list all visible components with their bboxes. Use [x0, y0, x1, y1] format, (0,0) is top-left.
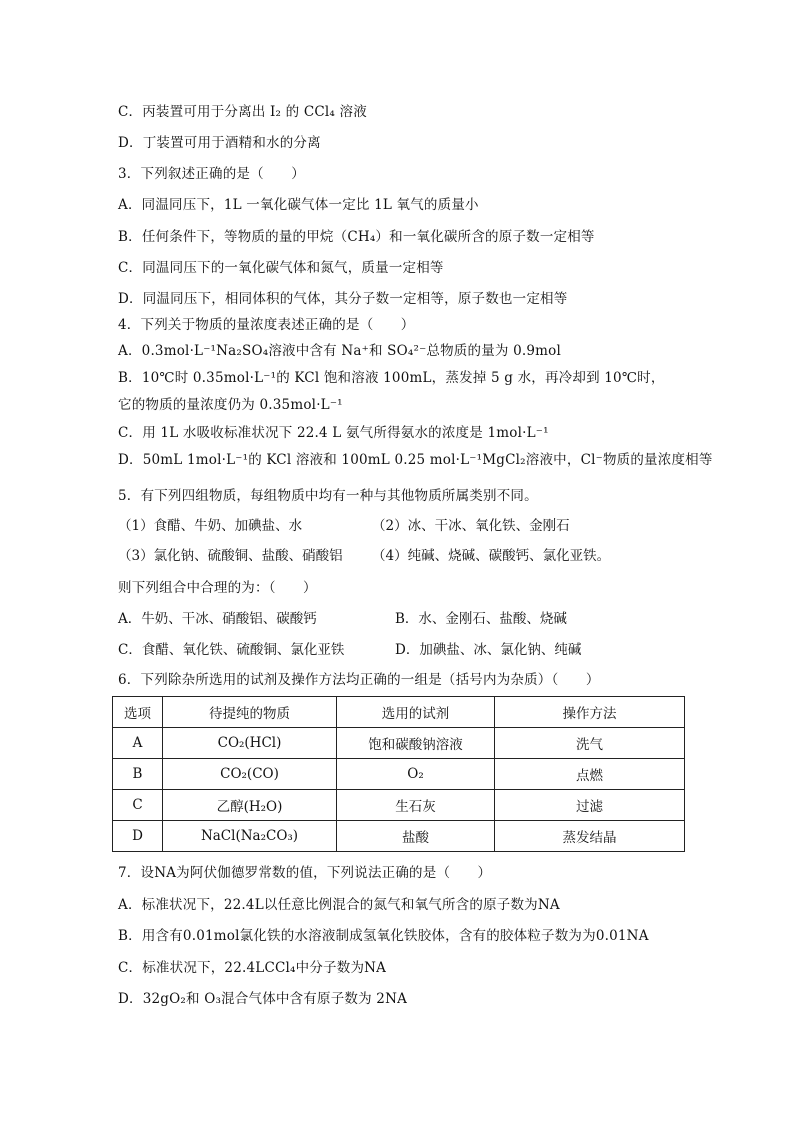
q3-option-c: C．同温同压下的一氧化碳气体和氮气，质量一定相等: [118, 260, 444, 276]
q7-option-c: C．标准状况下，22.4LCCl₄中分子数为NA: [118, 960, 387, 976]
table-cell: D: [113, 821, 163, 852]
q4-option-a: A．0.3mol·L⁻¹Na₂SO₄溶液中含有 Na⁺和 SO₄²⁻总物质的量为 0.9mol: [118, 343, 562, 359]
q7-stem: 7．设NA为阿伏伽德罗常数的值，下列说法正确的是（ ）: [118, 865, 492, 881]
q5-prompt: 则下列组合中合理的为：（ ）: [118, 580, 317, 596]
table-cell: B: [113, 759, 163, 790]
table-cell: CO₂(HCl): [163, 728, 337, 759]
q4-stem: 4．下列关于物质的量浓度表述正确的是（ ）: [118, 317, 415, 333]
q7-option-b: B．用含有0.01mol氯化铁的水溶液制成氢氧化铁胶体，含有的胶体粒子数为为0.01NA: [118, 928, 649, 944]
q5-group-1: （1）食醋、牛奶、加碘盐、水: [118, 518, 303, 534]
q6-table: [112, 696, 685, 852]
q5-option-c: C．食醋、氧化铁、硫酸铜、氯化亚铁: [118, 642, 345, 658]
q5-group-3: （3）氯化钠、硫酸铜、盐酸、硝酸铝: [118, 548, 343, 564]
q5-group-4: （4）纯碱、烧碱、碳酸钙、氯化亚铁。: [372, 548, 611, 564]
table-row: [113, 728, 685, 759]
q3-option-d: D．同温同压下，相同体积的气体，其分子数一定相等，原子数也一定相等: [118, 291, 568, 307]
table-cell: A: [113, 728, 163, 759]
q4-option-c: C．用 1L 水吸收标准状况下 22.4 L 氨气所得氨水的浓度是 1mol·L⁻¹: [118, 425, 549, 441]
q5-group-2: （2）冰、干冰、氧化铁、金刚石: [372, 518, 570, 534]
table-cell: 过滤: [495, 790, 685, 821]
q3-option-b: B．任何条件下，等物质的量的甲烷（CH₄）和一氧化碳所含的原子数一定相等: [118, 229, 595, 245]
table-cell: 饱和碳酸钠溶液: [337, 728, 495, 759]
q6-stem: 6．下列除杂所选用的试剂及操作方法均正确的一组是（括号内为杂质）（ ）: [118, 672, 600, 688]
table-header-cell: 操作方法: [495, 697, 685, 728]
table-cell: 盐酸: [337, 821, 495, 852]
q7-option-d: D．32gO₂和 O₃混合气体中含有原子数为 2NA: [118, 991, 408, 1007]
table-row: [113, 790, 685, 821]
q5-option-a: A．牛奶、干冰、硝酸铝、碳酸钙: [118, 611, 317, 627]
table-header-cell: 选项: [113, 697, 163, 728]
table-cell: C: [113, 790, 163, 821]
q4-option-d: D．50mL 1mol·L⁻¹的 KCl 溶液和 100mL 0.25 mol·L⁻¹MgCl₂溶液中，Cl⁻物质的量浓度相等: [118, 452, 713, 468]
q5-option-d: D．加碘盐、冰、氯化钠、纯碱: [395, 642, 582, 658]
q4-option-b-line2: 它的物质的量浓度仍为 0.35mol·L⁻¹: [118, 397, 343, 413]
table-row: [113, 759, 685, 790]
table-header-cell: 待提纯的物质: [163, 697, 337, 728]
q2-option-c: C．丙装置可用于分离出 I₂ 的 CCl₄ 溶液: [118, 104, 367, 120]
q2-option-d: D．丁装置可用于酒精和水的分离: [118, 135, 321, 151]
table-cell: 乙醇(H₂O): [163, 790, 337, 821]
table-header-row: [113, 697, 685, 728]
q7-option-a: A．标准状况下，22.4L以任意比例混合的氮气和氧气所含的原子数为NA: [118, 897, 560, 913]
q5-stem: 5．有下列四组物质，每组物质中均有一种与其他物质所属类别不同。: [118, 488, 538, 504]
q5-option-b: B．水、金刚石、盐酸、烧碱: [395, 611, 567, 627]
table-cell: 蒸发结晶: [495, 821, 685, 852]
table-cell: CO₂(CO): [163, 759, 337, 790]
table-row: [113, 821, 685, 852]
table-header-cell: 选用的试剂: [337, 697, 495, 728]
table-cell: 生石灰: [337, 790, 495, 821]
q3-option-a: A．同温同压下，1L 一氧化碳气体一定比 1L 氧气的质量小: [118, 197, 479, 213]
table-cell: O₂: [337, 759, 495, 790]
table-cell: NaCl(Na₂CO₃): [163, 821, 337, 852]
table-cell: 洗气: [495, 728, 685, 759]
q3-stem: 3．下列叙述正确的是（ ）: [118, 166, 305, 182]
table-cell: 点燃: [495, 759, 685, 790]
q4-option-b-line1: B．10℃时 0.35mol·L⁻¹的 KCl 饱和溶液 100mL，蒸发掉 5 g 水，再冷却到 10℃时，: [118, 370, 665, 386]
